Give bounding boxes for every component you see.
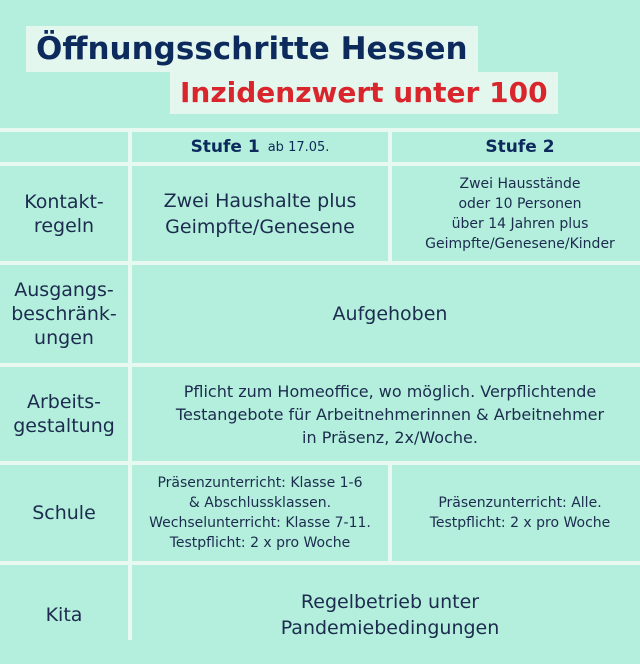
kontakt-stufe-1-cell: Zwei Haushalte plus Geimpfte/Genesene <box>132 166 388 261</box>
regulations-table <box>0 128 640 640</box>
stufe-1-date: ab 17.05. <box>267 139 330 155</box>
kontakt-stufe-2-cell: Zwei Hausstände oder 10 Personen über 14 Jahren plus Geimpfte/Genesene/Kinder <box>392 166 640 261</box>
stufe-1-label: Stufe 1 <box>190 137 260 157</box>
schule-stufe-2-cell: Präsenzunterricht: Alle. Testpflicht: 2 x pro Woche <box>392 465 640 561</box>
ausgang-value-cell: Aufgehoben <box>132 265 640 363</box>
row-label-kontaktregeln: Kontakt- regeln <box>0 166 128 261</box>
row-label-ausgangsbeschraenkungen: Ausgangs- beschränk- ungen <box>0 265 128 363</box>
page-title: Öffnungsschritte Hessen <box>26 26 478 72</box>
schule-stufe-1-cell: Präsenzunterricht: Klasse 1-6 & Abschlussklassen. Wechselunterricht: Klasse 7-11. Testpflicht: 2 x pro Woche <box>132 465 388 561</box>
header-stufe-1 <box>132 132 388 162</box>
stufe-2-label: Stufe 2 <box>485 137 555 157</box>
page-subtitle: Inzidenzwert unter 100 <box>170 72 558 114</box>
header-stufe-2 <box>392 132 640 162</box>
row-label-arbeitsgestaltung: Arbeits- gestaltung <box>0 367 128 461</box>
arbeit-value-cell: Pflicht zum Homeoffice, wo möglich. Verpflichtende Testangebote für Arbeitnehmerinnen & Arbeitnehmer in Präsenz, 2x/Woche. <box>132 367 640 461</box>
header-empty-cell <box>0 132 128 162</box>
row-label-kita: Kita <box>0 565 128 664</box>
row-label-schule: Schule <box>0 465 128 561</box>
kita-value-cell: Regelbetrieb unter Pandemiebedingungen <box>132 565 640 664</box>
